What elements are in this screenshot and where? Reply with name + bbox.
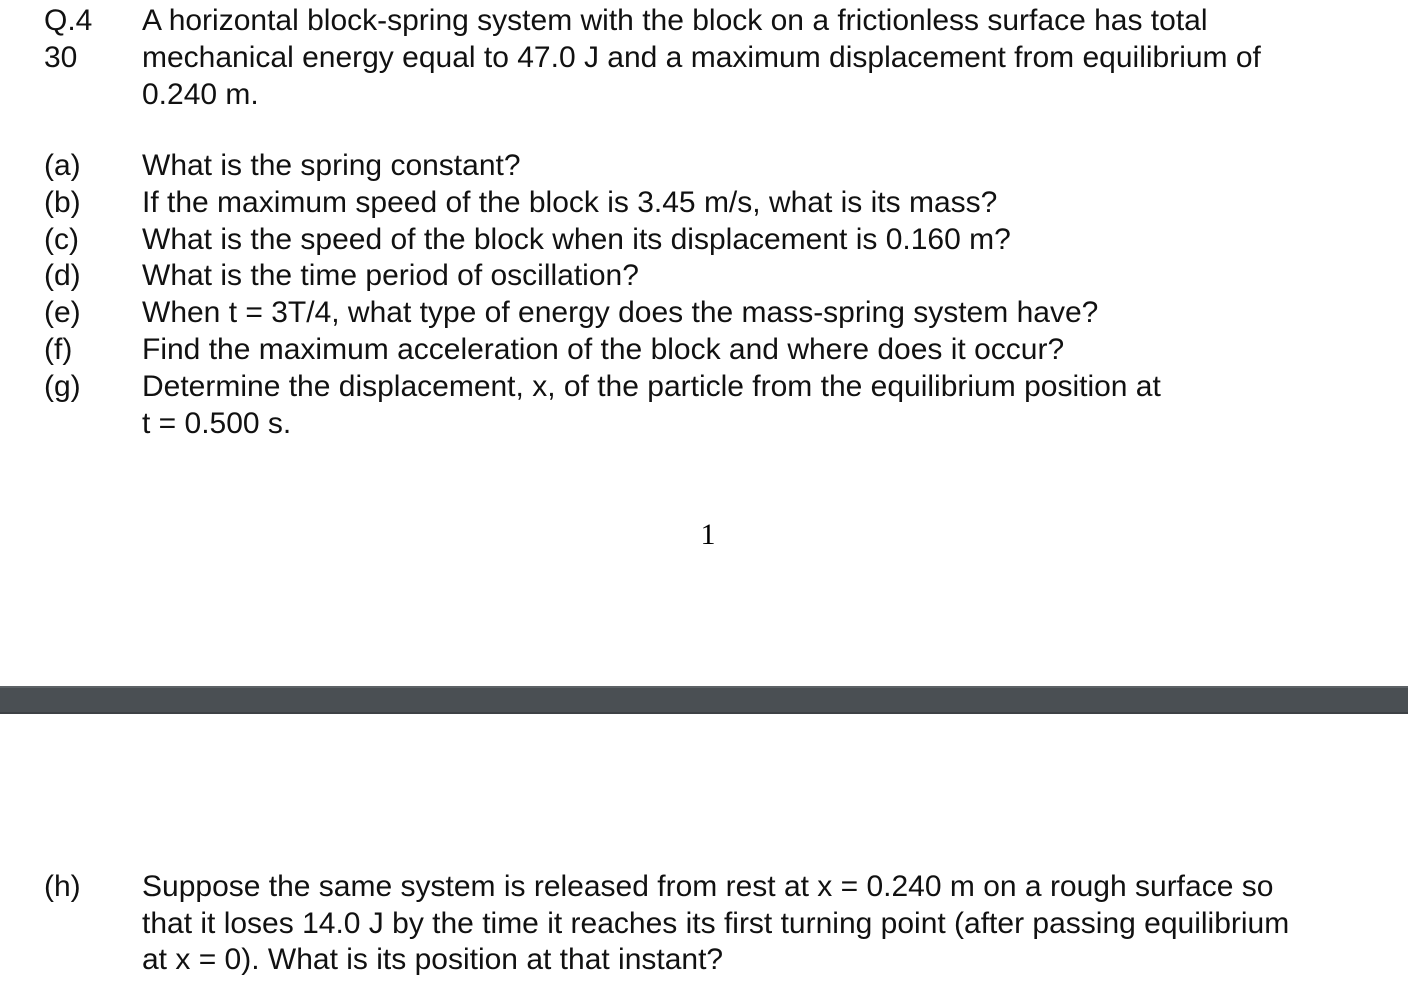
sub-question-text bbox=[142, 258, 639, 295]
sub-question-g bbox=[44, 369, 1374, 443]
sub-question-line: What is the time period of oscillation? bbox=[142, 259, 639, 293]
sub-question-label: (g) bbox=[44, 369, 81, 403]
sub-question-text bbox=[142, 148, 521, 185]
sub-question-h bbox=[44, 869, 1289, 979]
sub-question-text bbox=[142, 222, 1011, 259]
sub-question-text bbox=[142, 869, 1289, 979]
sub-question-b bbox=[44, 185, 1374, 222]
page-break-divider bbox=[0, 686, 1408, 714]
sub-question-line: Determine the displacement, x, of the particle from the equilibrium position at bbox=[142, 369, 1161, 403]
sub-question-line: What is the spring constant? bbox=[142, 149, 521, 182]
sub-question-label: (b) bbox=[44, 185, 81, 219]
question-points: 30 bbox=[44, 41, 78, 74]
sub-question-text bbox=[142, 185, 997, 222]
question-label: Q.4 bbox=[44, 4, 93, 37]
sub-question-label: (c) bbox=[44, 222, 79, 256]
sub-question-line: that it loses 14.0 J by the time it reaches its first turning point (after passing equilibrium bbox=[142, 906, 1290, 940]
sub-question-line: at x = 0). What is its position at that instant? bbox=[142, 943, 724, 976]
sub-question-text bbox=[142, 332, 1064, 369]
sub-question-line: What is the speed of the block when its displacement is 0.160 m? bbox=[142, 222, 1011, 256]
sub-question-label: (a) bbox=[44, 149, 81, 182]
sub-question-d bbox=[44, 258, 1374, 295]
sub-question-e bbox=[44, 295, 1374, 332]
question-stem bbox=[142, 2, 1382, 113]
sub-question-line: Find the maximum acceleration of the block and where does it occur? bbox=[142, 332, 1065, 366]
sub-question-line: When t = 3T/4, what type of energy does the mass-spring system have? bbox=[142, 296, 1099, 330]
sub-question-label: (e) bbox=[44, 296, 81, 330]
sub-questions-list bbox=[44, 148, 1374, 442]
stem-line: 0.240 m. bbox=[142, 78, 259, 111]
question-number bbox=[44, 2, 124, 76]
stem-line: A horizontal block-spring system with the block on a frictionless surface has total bbox=[142, 4, 1208, 37]
sub-question-c bbox=[44, 222, 1374, 259]
sub-question-line: Suppose the same system is released from rest at x = 0.240 m on a rough surface so bbox=[142, 870, 1274, 903]
sub-question-text bbox=[142, 295, 1098, 332]
sub-question-label: (h) bbox=[44, 870, 81, 903]
stem-line: mechanical energy equal to 47.0 J and a maximum displacement from equilibrium of bbox=[142, 41, 1261, 74]
sub-question-f bbox=[44, 332, 1374, 369]
page-number: 1 bbox=[700, 518, 716, 551]
sub-question-line: If the maximum speed of the block is 3.45 m/s, what is its mass? bbox=[142, 185, 998, 219]
sub-question-a bbox=[44, 148, 1374, 185]
sub-question-text bbox=[142, 369, 1161, 443]
sub-question-line: t = 0.500 s. bbox=[142, 406, 292, 440]
sub-question-label: (d) bbox=[44, 259, 81, 293]
sub-question-label: (f) bbox=[44, 332, 73, 366]
